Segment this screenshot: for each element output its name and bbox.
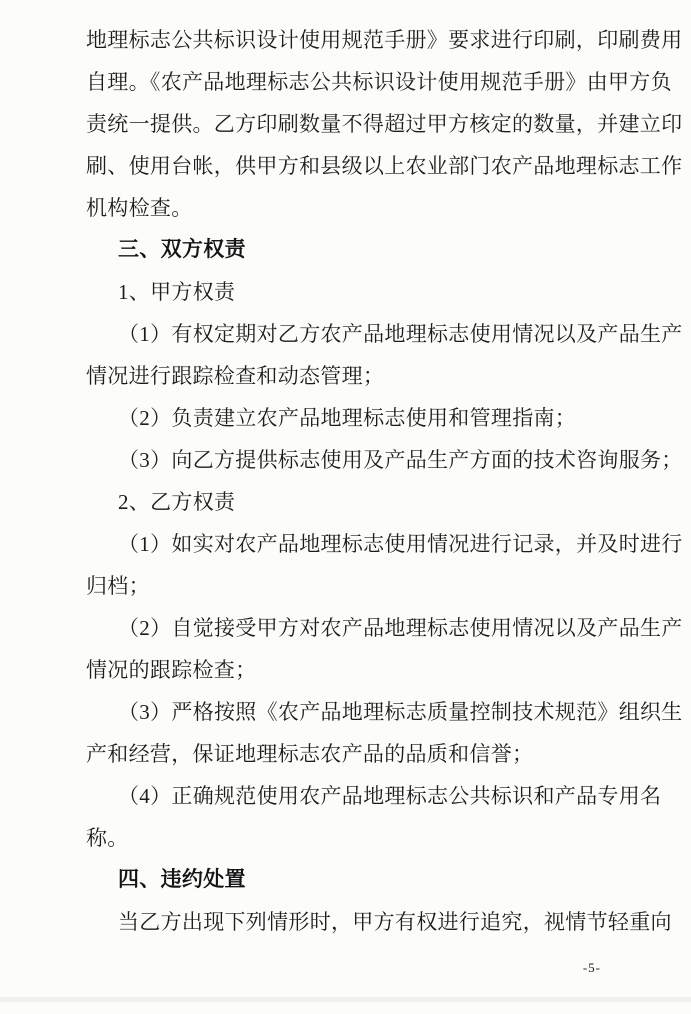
text-line: 刷、使用台帐，供甲方和县级以上农业部门农产品地理标志工作 (86, 154, 683, 178)
section-heading: 四、违约处置 (118, 868, 246, 891)
text-line: （1）有权定期对乙方农产品地理标志使用情况以及产品生产 (118, 322, 683, 346)
text-line: 当乙方出现下列情形时，甲方有权进行追究，视情节轻重向 (118, 910, 672, 934)
text-line: 地理标志公共标识设计使用规范手册》要求进行印刷，印刷费用 (86, 28, 683, 52)
text-line: （2）负责建立农产品地理标志使用和管理指南； (118, 406, 577, 430)
text-line: （4）正确规范使用农产品地理标志公共标识和产品专用名 (118, 784, 662, 808)
scan-edge-artifact (0, 997, 691, 1002)
text-line: 机构检查。 (86, 196, 193, 220)
text-line: 情况的跟踪检查； (86, 658, 257, 682)
text-line: （2）自觉接受甲方对农产品地理标志使用情况以及产品生产 (118, 616, 683, 640)
text-line: 称。 (86, 826, 129, 850)
subheading: 2、乙方权责 (118, 490, 236, 514)
text-line: 情况进行跟踪检查和动态管理； (86, 364, 385, 388)
subheading: 1、甲方权责 (118, 280, 236, 304)
page-number: -5- (582, 960, 601, 975)
text-line: （3）向乙方提供标志使用及产品生产方面的技术咨询服务； (118, 448, 683, 472)
text-line: （3）严格按照《农产品地理标志质量控制技术规范》组织生 (118, 700, 683, 724)
text-line: 产和经营，保证地理标志农产品的品质和信誉； (86, 742, 534, 766)
section-heading: 三、双方权责 (118, 238, 246, 261)
text-line: （1）如实对农产品地理标志使用情况进行记录，并及时进行 (118, 532, 683, 556)
text-line: 归档； (86, 574, 150, 598)
text-line: 责统一提供。乙方印刷数量不得超过甲方核定的数量，并建立印 (86, 112, 683, 136)
text-line: 自理。《农产品地理标志公共标识设计使用规范手册》由甲方负 (86, 70, 672, 94)
